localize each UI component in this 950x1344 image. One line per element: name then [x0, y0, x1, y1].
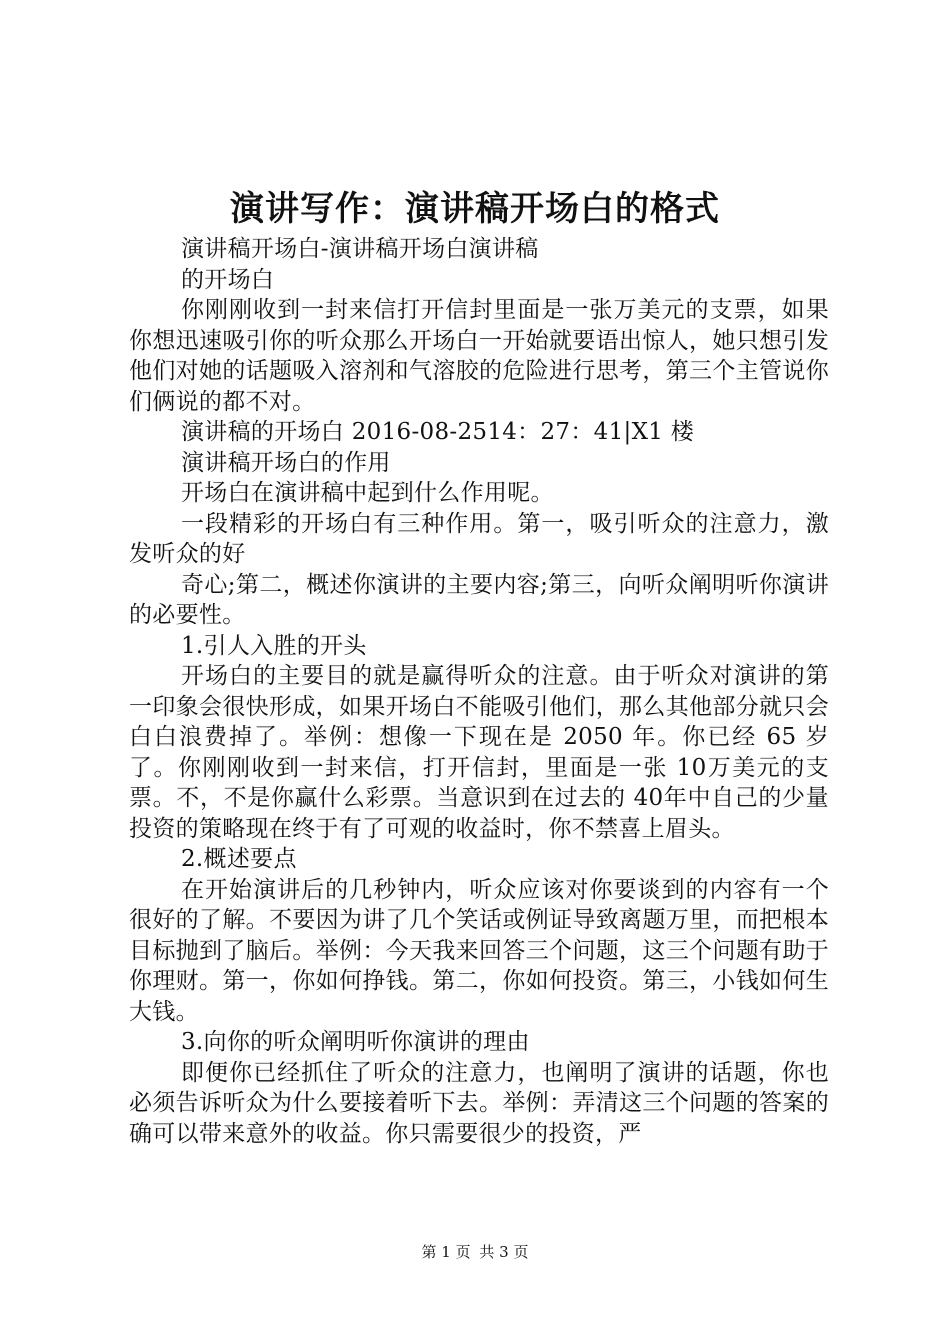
- paragraph: 一段精彩的开场白有三种作用。第一，吸引听众的注意力，激发听众的好: [129, 510, 829, 567]
- section-heading: 1.引人入胜的开头: [181, 632, 367, 659]
- document-title: 演讲写作：演讲稿开场白的格式: [230, 189, 720, 229]
- paragraph: 你刚刚收到一封来信打开信封里面是一张万美元的支票，如果你想迅速吸引你的听众那么开场白一开始就要语出惊人，她只想引发他们对她的话题吸入溶剂和气溶胶的危险进行思考，第三个主管说你们俩说的都不对。: [129, 297, 829, 415]
- paragraph: 开场白的主要目的就是赢得听众的注意。由于听众对演讲的第一印象会很快形成，如果开场白不能吸引他们，那么其他部分就只会白白浪费掉了。举例：想像一下现在是 2050 年。你已经 65 岁了。你刚刚收到一封来信，打开信封，里面是一张 10万美元的支票。不，不是你赢什么彩票。当意识到在过去的 40年中自己的少量投资的策略现在终于有了可观的收益时，你不禁喜上眉头。: [129, 663, 829, 842]
- paragraph: 演讲稿开场白-演讲稿开场白演讲稿: [181, 236, 539, 262]
- paragraph: 开场白在演讲稿中起到什么作用呢。: [181, 480, 554, 506]
- paragraph: 奇心;第二，概述你演讲的主要内容;第三，向听众阐明听你演讲的必要性。: [129, 571, 829, 628]
- section-heading: 2.概述要点: [181, 846, 297, 872]
- paragraph: 即便你已经抓住了听众的注意力，也阐明了演讲的话题，你也必须告诉听众为什么要接着听下去。举例：弄清这三个问题的答案的确可以带来意外的收益。你只需要很少的投资，严: [129, 1059, 829, 1147]
- section-heading: 演讲稿开场白的作用: [181, 449, 391, 476]
- page-number: 第 1 页: [421, 1243, 471, 1261]
- document-body: [129, 234, 829, 1149]
- section-heading: 3.向你的听众阐明听你演讲的理由: [181, 1029, 530, 1055]
- paragraph: 在开始演讲后的几秒钟内，听众应该对你要谈到的内容有一个很好的了解。不要因为讲了几个笑话或例证导致离题万里，而把根本目标抛到了脑后。举例：今天我来回答三个问题，这三个问题有助于你理财。第一，你如何挣钱。第二，你如何投资。第三，小钱如何生大钱。: [129, 876, 829, 1025]
- paragraph: 演讲稿的开场白 2016-08-2514：27：41|X1 楼: [181, 419, 695, 445]
- page-footer: [0, 1242, 950, 1262]
- page-total: 共 3 页: [479, 1243, 529, 1261]
- paragraph: 的开场白: [181, 266, 275, 293]
